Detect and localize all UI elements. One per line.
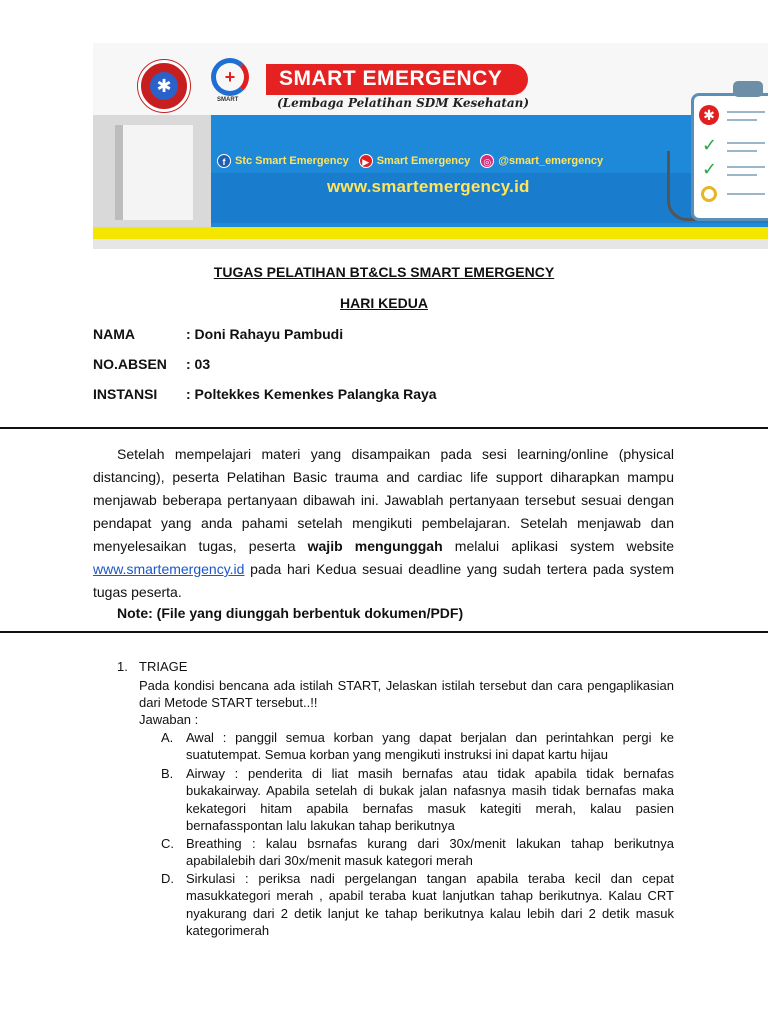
youtube-icon: ▶ [359, 154, 373, 168]
website-link[interactable]: www.smartemergency.id [93, 561, 245, 577]
facebook-icon: f [217, 154, 231, 168]
meta-label: NAMA [93, 326, 135, 342]
intro-text-1: Setelah mempelajari materi yang disampaikan pada sesi learning/online (physical distancing), peserta Pelatihan Basic trauma and cardiac life support diharapkan mampu menjawab beberapa pertanyaan dibawah ini. Jawablah pertanyaan tersebut sesuai dengan pendapat yang anda pahami setelah mengikuti pembelajaran. Setelah menjawab dan menyelesaikan tugas, peserta [93, 446, 674, 554]
document-subtitle: HARI KEDUA [340, 295, 428, 311]
circle-mark-icon [701, 186, 717, 202]
question-number: 1. [117, 659, 128, 674]
brand-subtitle: (Lembaga Pelatihan SDM Kesehatan) [277, 96, 530, 110]
divider-bottom [0, 631, 768, 633]
social-youtube [359, 154, 471, 168]
banner-bottom [93, 239, 768, 249]
check-mark-icon: ✓ [702, 159, 718, 179]
question-body: Pada kondisi bencana ada istilah START, Jelaskan istilah tersebut dan cara pengaplikasian dari Metode START tersebut..!! [139, 678, 674, 710]
answer-text: Airway : penderita di liat masih bernafas atau tidak apabila tidak bernafas bukakairway. Apabila setelah di bukak jalan nafasnya masih tidak bernafas maka kekategori hitam apabila bernafas masuk kategiti merah, kalau pasien bernafasspontan lalu lakukan tahap berikutnya [186, 766, 674, 834]
meta-value: : 03 [186, 356, 211, 372]
cross-mark-icon: ✱ [699, 105, 719, 125]
smart-logo-text: SMART [217, 97, 239, 103]
brand-title: SMART EMERGENCY [279, 67, 503, 90]
social-facebook [217, 154, 349, 168]
meta-label: NO.ABSEN [93, 356, 167, 372]
banner-website: www.smartemergency.id [327, 177, 530, 196]
answer-label: Jawaban : [139, 712, 199, 727]
answer-text: Awal : panggil semua korban yang dapat berjalan dan perintahkan pergi ke suatutempat. Semua korban yang mengikuti instruksi ini dapat kartu hijau [186, 730, 674, 763]
answer-letter: C. [161, 836, 174, 851]
intro-paragraph [93, 443, 674, 604]
meta-value: : Doni Rahayu Pambudi [186, 326, 344, 342]
intro-text-2: melalui aplikasi system website [454, 538, 675, 554]
banner-photo [93, 115, 211, 227]
question-title: TRIAGE [139, 659, 188, 674]
answer-text: Breathing : kalau bsrnafas kurang dari 30x/menit lakukan tahap berikutnya apabilalebih dari 30x/menit masuk kategori merah [186, 836, 674, 869]
social-instagram [480, 154, 603, 168]
document-title: TUGAS PELATIHAN BT&CLS SMART EMERGENCY [213, 264, 555, 280]
divider-top [0, 427, 768, 429]
note-text: Note: (File yang diunggah berbentuk dokumen/PDF) [117, 605, 464, 621]
answer-letter: A. [161, 730, 174, 745]
instagram-icon: ◎ [480, 154, 494, 168]
social-youtube-label: Smart Emergency [376, 155, 471, 167]
header-banner [93, 43, 768, 249]
intro-bold-text: wajib mengunggah [307, 538, 443, 554]
smart-logo-icon: + SMART [207, 58, 257, 106]
intro-text-3: pada hari Kedua sesuai deadline yang sudah tertera pada system tugas peserta. [93, 561, 674, 600]
answer-letter: B. [161, 766, 174, 781]
social-links [217, 152, 613, 170]
star-of-life-logo-icon: ✱ [138, 60, 190, 112]
answer-text: Sirkulasi : periksa nadi pergelangan tangan apabila teraba kecil dan cepat masukkategori merah , apabil teraba kuat lanjutkan tahap berikutnya. Kalau CRT nyakurang dari 2 detik lanjut ke tahap berikutnya kalau lebih dari 2 detik masuk kategorimerah [186, 871, 674, 939]
clipboard-clip-icon [733, 81, 763, 97]
meta-row-nama [93, 326, 343, 342]
meta-value: : Poltekkes Kemenkes Palangka Raya [186, 386, 437, 402]
social-facebook-label: Stc Smart Emergency [235, 155, 349, 167]
banner-yellow-strip [93, 227, 768, 239]
meta-label: INSTANSI [93, 386, 158, 402]
answer-letter: D. [161, 871, 174, 886]
meta-row-absen [93, 356, 210, 372]
check-mark-icon: ✓ [702, 135, 718, 155]
meta-row-instansi [93, 386, 437, 402]
social-instagram-label: @smart_emergency [498, 155, 604, 167]
